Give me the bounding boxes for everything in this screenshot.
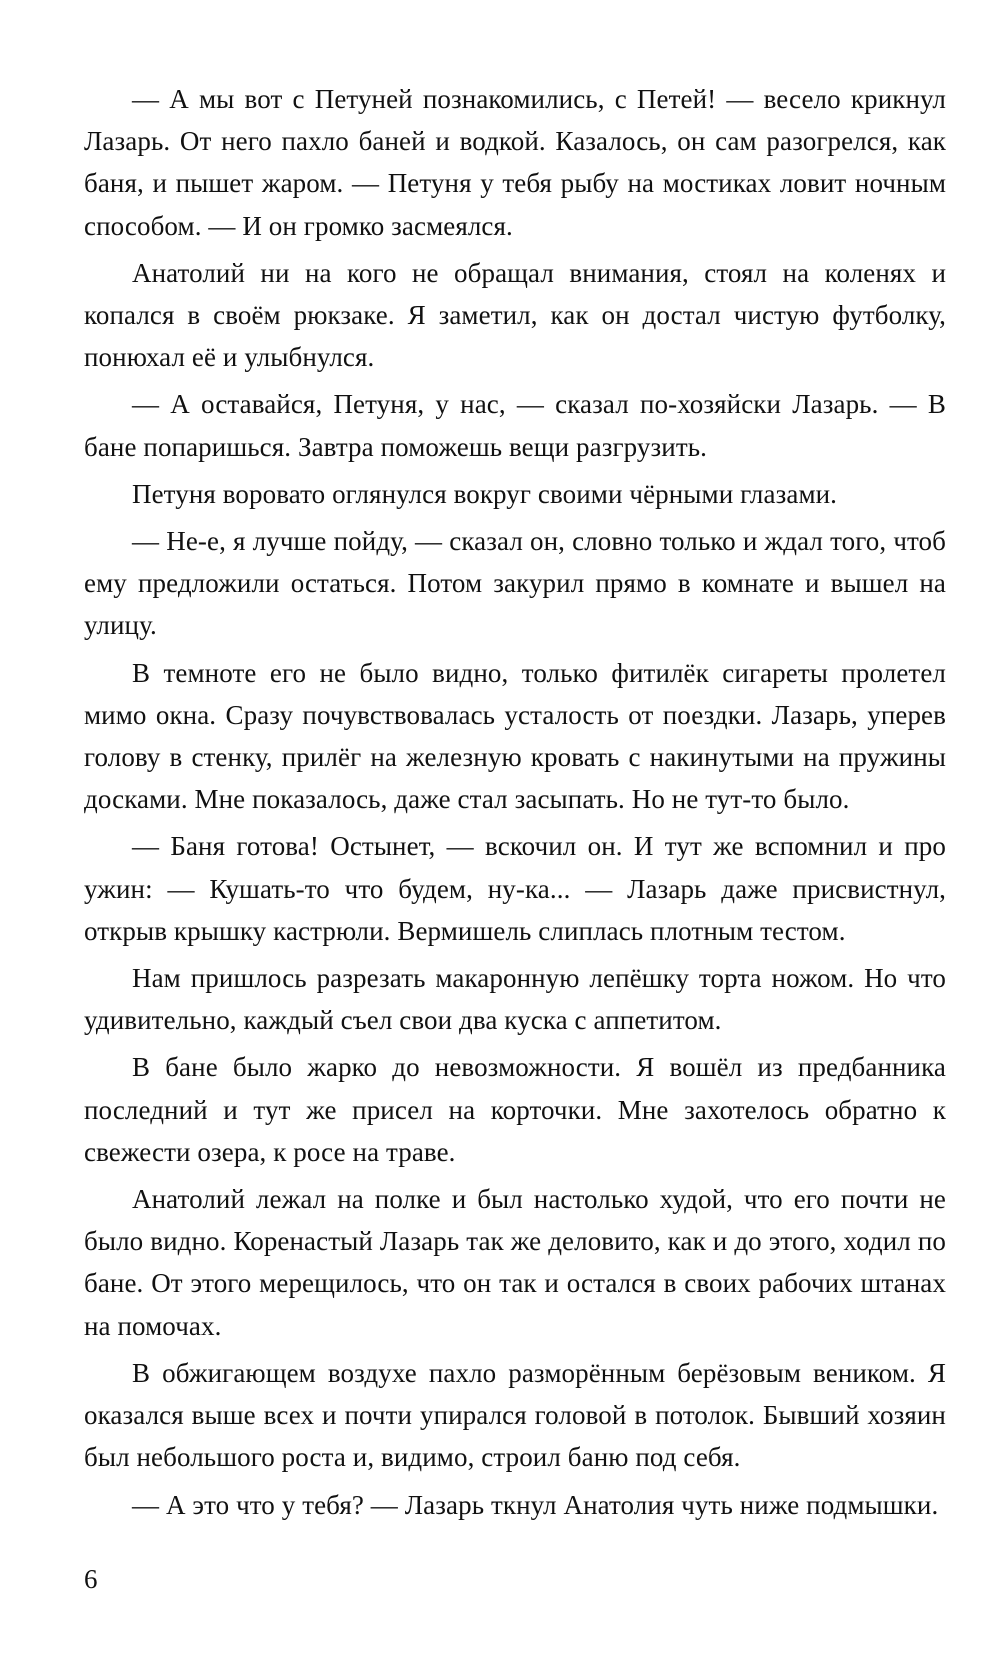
paragraph: В темноте его не было видно, только фитилёк сигареты пролетел мимо окна. Сразу почувствовалась усталость от поездки. Лазарь, уперев голову в стенку, прилёг на железную кровать с накинутыми на пружины досками. Мне показалось, даже стал засыпать. Но не тут-то было. [84, 657, 946, 815]
paragraph: В обжигающем воздухе пахло разморённым берёзовым веником. Я оказался выше всех и почти упирался головой в потолок. Бывший хозяин был небольшого роста и, видимо, строил баню под себя. [84, 1357, 946, 1473]
paragraph: Петуня воровато оглянулся вокруг своими чёрными глазами. [132, 478, 838, 509]
paragraph: — Баня готова! Остынет, — вскочил он. И тут же вспомнил и про ужин: — Кушать-то что будем, ну-ка... — Лазарь даже присвистнул, открыв крышку кастрюли. Вермишель слиплась плотным тестом. [84, 831, 946, 946]
page-number: 6 [84, 1564, 98, 1594]
page-text [84, 78, 946, 1531]
paragraph: — Не-е, я лучше пойду, — сказал он, словно только и ждал того, чтоб ему предложили остаться. Потом закурил прямо в комнате и вышел на улицу. [84, 526, 946, 641]
paragraph: Анатолий ни на кого не обращал внимания, стоял на коленях и копался в своём рюкзаке. Я заметил, как он достал чистую футболку, понюхал её и улыбнулся. [84, 257, 946, 373]
paragraph: Анатолий лежал на полке и был настолько худой, что его почти не было видно. Коренастый Лазарь так же деловито, как и до этого, ходил по бане. От этого мерещилось, что он так и остался в своих рабочих штанах на помочах. [84, 1184, 946, 1341]
paragraph: В бане было жарко до невозможности. Я вошёл из предбанника последний и тут же присел на корточки. Мне захотелось обратно к свежести озера, к росе на траве. [84, 1052, 946, 1167]
paragraph: — А это что у тебя? — Лазарь ткнул Анатолия чуть ниже подмышки. [132, 1489, 939, 1520]
paragraph: — А оставайся, Петуня, у нас, — сказал по-хозяйски Лазарь. — В бане попаришься. Завтра поможешь вещи разгрузить. [84, 389, 946, 462]
paragraph: Нам пришлось разрезать макаронную лепёшку торта ножом. Но что удивительно, каждый съел свои два куска с аппетитом. [84, 963, 946, 1036]
paragraph: — А мы вот с Петуней познакомились, с Петей! — весело крикнул Лазарь. От него пахло баней и водкой. Казалось, он сам разогрелся, как баня, и пышет жаром. — Петуня у тебя рыбу на мостиках ловит ночным способом. — И он громко засмеялся. [84, 84, 946, 241]
